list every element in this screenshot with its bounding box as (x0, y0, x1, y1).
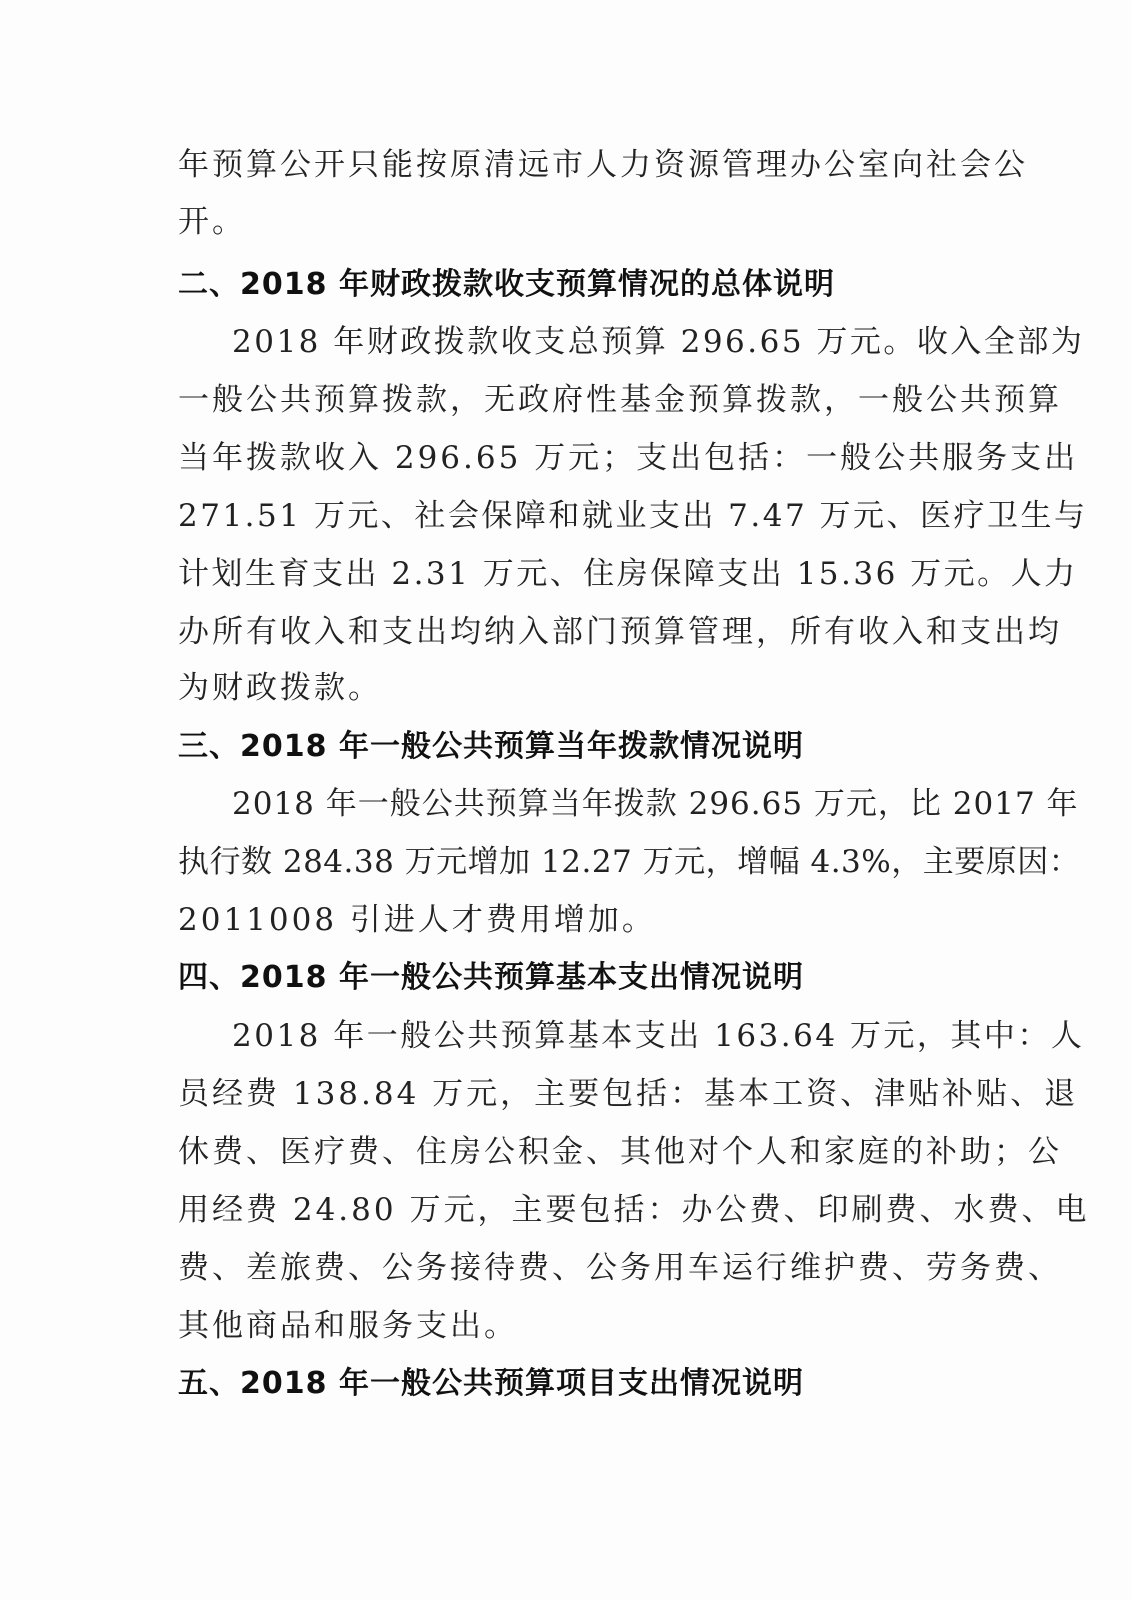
section-4-line-6: 其他商品和服务支出。 (178, 1308, 518, 1344)
section-2-line-7: 为财政拨款。 (178, 670, 382, 706)
intro-line-1: 年预算公开只能按原清远市人力资源管理办公室向社会公 (178, 147, 1028, 183)
section-2-heading: 二、2018 年财政拨款收支预算情况的总体说明 (178, 267, 835, 302)
section-4-line-1: 2018 年一般公共预算基本支出 163.64 万元，其中：人 (232, 1018, 1085, 1054)
section-2-line-6: 办所有收入和支出均纳入部门预算管理，所有收入和支出均 (178, 614, 1062, 650)
section-2-line-2: 一般公共预算拨款，无政府性基金预算拨款，一般公共预算 (178, 382, 1062, 418)
section-3-line-2: 执行数 284.38 万元增加 12.27 万元，增幅 4.3%，主要原因： (178, 844, 1081, 880)
section-2-line-5: 计划生育支出 2.31 万元、住房保障支出 15.36 万元。人力 (178, 556, 1078, 592)
section-2-line-3: 当年拨款收入 296.65 万元；支出包括：一般公共服务支出 (178, 440, 1079, 476)
section-3-heading: 三、2018 年一般公共预算当年拨款情况说明 (178, 729, 804, 764)
section-4-line-4: 用经费 24.80 万元，主要包括：办公费、印刷费、水费、电 (178, 1192, 1090, 1228)
section-2-line-1: 2018 年财政拨款收支总预算 296.65 万元。收入全部为 (232, 324, 1085, 360)
section-2-line-4: 271.51 万元、社会保障和就业支出 7.47 万元、医疗卫生与 (178, 498, 1088, 534)
section-3-line-3: 2011008 引进人才费用增加。 (178, 902, 656, 938)
section-4-line-3: 休费、医疗费、住房公积金、其他对个人和家庭的补助；公 (178, 1134, 1062, 1170)
section-4-line-2: 员经费 138.84 万元，主要包括：基本工资、津贴补贴、退 (178, 1076, 1079, 1112)
intro-line-2: 开。 (178, 204, 246, 240)
section-5-heading: 五、2018 年一般公共预算项目支出情况说明 (178, 1366, 804, 1401)
section-3-line-1: 2018 年一般公共预算当年拨款 296.65 万元，比 2017 年 (232, 786, 1079, 822)
section-4-line-5: 费、差旅费、公务接待费、公务用车运行维护费、劳务费、 (178, 1250, 1062, 1286)
section-4-heading: 四、2018 年一般公共预算基本支出情况说明 (178, 960, 804, 995)
